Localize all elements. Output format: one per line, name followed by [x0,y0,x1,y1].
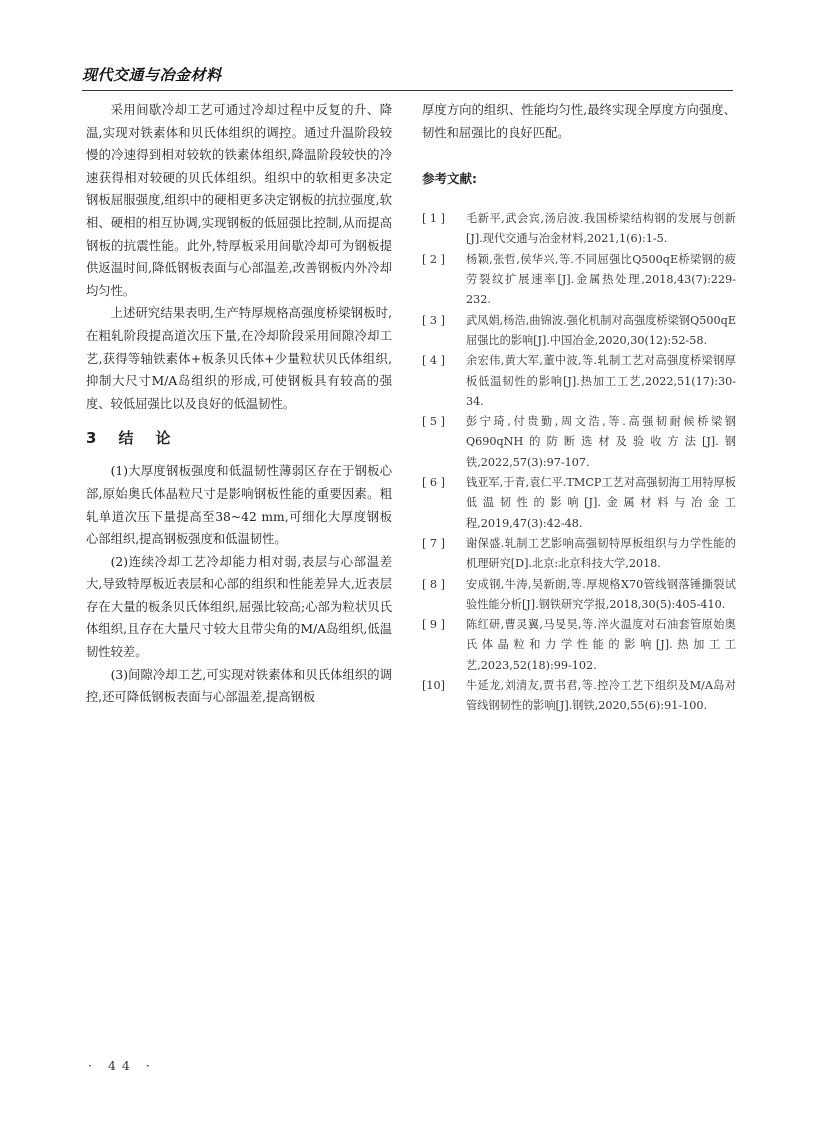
reference-item [422,250,736,311]
reference-list [422,209,736,716]
reference-item [422,473,736,534]
reference-number: [ 8 ] [422,577,445,591]
section-title-char: 论 [155,429,171,448]
reference-item [422,351,736,412]
reference-text: 杨颖,张哲,侯华兴,等.不同屈强比Q500qE桥梁钢的疲劳裂纹扩展速率[J].金属热处理,2018,43(7):229-232. [466,252,736,307]
reference-text: 谢保盛.轧制工艺影响高强韧特厚板组织与力学性能的机理研究[D].北京:北京科技大学,2018. [466,536,736,571]
reference-text: 武凤娟,杨浩,曲锦波.强化机制对高强度桥梁钢Q500qE屈强比的影响[J].中国冶金,2020,30(12):52-58. [466,313,736,347]
reference-number: [ 2 ] [422,252,445,266]
reference-number: [ 1 ] [422,212,445,226]
reference-text: 钱亚军,于青,袁仁平.TMCP工艺对高强韧海工用特厚板低温韧性的影响[J].金属材料与冶金工程,2019,47(3):42-48. [466,476,736,530]
page-number: · 44 · [88,1058,156,1073]
body-paragraph: 厚度方向的组织、性能均匀性,最终实现全厚度方向强度、韧性和屈强比的良好匹配。 [422,103,736,140]
left-column [86,99,392,709]
header-rule [82,90,733,91]
section-heading [86,426,392,450]
right-column [422,99,736,717]
reference-item [422,615,736,676]
reference-item [422,575,736,616]
conclusion-paragraph: (2)连续冷却工艺冷却能力相对弱,表层与心部温差大,导致特厚板近表层和心部的组织和性能差异大,近表层存在大量的板条贝氏体组织,屈强比较高;心部为粒状贝氏体组织,且存在大量尺寸较大且带尖角的M/A岛组织,低温韧性较差。 [86,554,392,660]
reference-number: [10] [422,679,445,693]
conclusion-paragraph: (3)间隙冷却工艺,可实现对铁素体和贝氏体组织的调控,还可降低钢板表面与心部温差,提高钢板 [86,667,392,705]
body-paragraph: 采用间歇冷却工艺可通过冷却过程中反复的升、降温,实现对铁素体和贝氏体组织的调控。通过升温阶段较慢的冷速得到相对较软的铁素体组织,降温阶段较快的冷速获得相对较硬的贝氏体组织。组织中的软相更多决定钢板屈服强度,组织中的硬相更多决定钢板的抗拉强度,软相、硬相的相互协调,实现钢板的低屈强比控制,从而提高钢板的抗震性能。此外,特厚板采用间歇冷却可为钢板提供返温时间,降低钢板表面与心部温差,改善钢板内外冷却均匀性。 [86,103,392,298]
reference-text: 彭宁琦,付贵勤,周文浩,等.高强韧耐候桥梁钢Q690qNH的防断选材及验收方法[J].钢铁,2022,57(3):97-107. [466,415,736,469]
reference-item [422,676,736,717]
reference-text: 余宏伟,黄大军,董中波,等.轧制工艺对高强度桥梁钢厚板低温韧性的影响[J].热加工工艺,2022,51(17):30-34. [466,354,736,408]
reference-number: [ 7 ] [422,536,445,550]
reference-text: 牛延龙,刘清友,贾书君,等.控冷工艺下组织及M/A岛对管线钢韧性的影响[J].钢铁,2020,55(6):91-100. [466,679,736,713]
reference-number: [ 6 ] [422,476,445,490]
reference-item [422,534,736,575]
reference-number: [ 5 ] [422,415,445,429]
references-heading: 参考文献: [422,171,477,187]
reference-number: [ 4 ] [422,354,445,368]
reference-number: [ 9 ] [422,618,445,632]
section-title-char: 结 [118,429,134,448]
reference-number: [ 3 ] [422,313,445,327]
reference-item [422,209,736,250]
section-number: 3 [86,429,97,448]
reference-text: 陈红研,曹灵翼,马旻昊,等.淬火温度对石油套管原始奥氏体晶粒和力学性能的影响[J].热加工工艺,2023,52(18):99-102. [466,618,736,672]
reference-text: 毛新平,武会宾,汤启波.我国桥梁结构钢的发展与创新[J].现代交通与冶金材料,2021,1(6):1-5. [466,212,736,246]
reference-item [422,311,736,352]
body-paragraph: 上述研究结果表明,生产特厚规格高强度桥梁钢板时,在粗轧阶段提高道次压下量,在冷却阶段采用间隙冷却工艺,获得等轴铁素体+板条贝氏体+少量粒状贝氏体组织,抑制大尺寸M/A岛组织的形成,可使钢板具有较高的强度、较低屈强比以及良好的低温韧性。 [86,306,392,411]
reference-text: 安成钢,牛涛,吴新朗,等.厚规格X70管线钢落锤撕裂试验性能分析[J].钢铁研究学报,2018,30(5):405-410. [466,577,736,611]
reference-item [422,412,736,473]
conclusion-paragraph: (1)大厚度钢板强度和低温韧性薄弱区存在于钢板心部,原始奥氏体晶粒尺寸是影响钢板性能的重要因素。粗轧单道次压下量提高至38~42 mm,可细化大厚度钢板心部组织,提高钢板强度和低温韧性。 [86,464,392,547]
journal-title: 现代交通与冶金材料 [82,66,222,84]
